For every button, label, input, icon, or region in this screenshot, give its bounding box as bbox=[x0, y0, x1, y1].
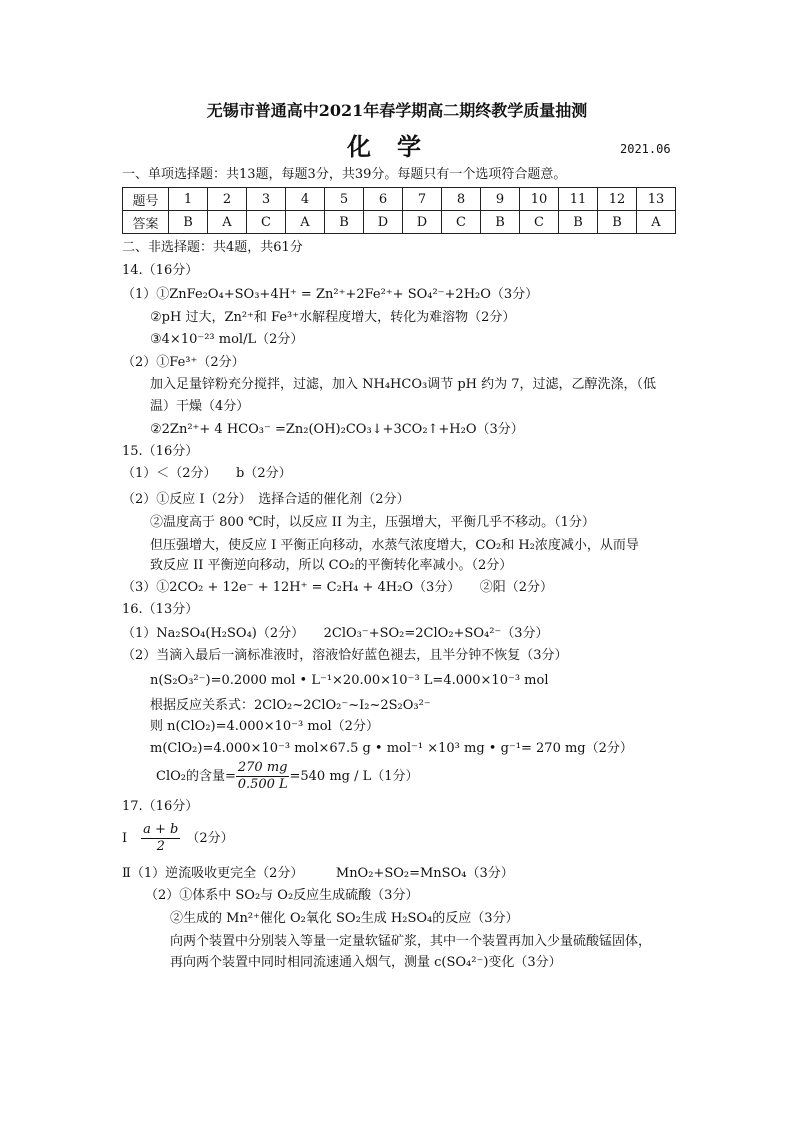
question-number: 13 bbox=[637, 188, 676, 211]
q17-line: Ⅱ（1）逆流吸收更完全（2分） MnO₂+SO₂=MnSO₄（3分） bbox=[122, 866, 514, 881]
answer-cell: C bbox=[247, 211, 286, 234]
part-score: （2分） bbox=[186, 830, 234, 846]
q17-part1 bbox=[122, 822, 234, 855]
exam-title: 无锡市普通高中2021年春学期高二期终教学质量抽测 bbox=[206, 101, 588, 120]
answer-table bbox=[122, 187, 676, 234]
answer-cell: D bbox=[364, 211, 403, 234]
question-number: 7 bbox=[403, 188, 442, 211]
q14-line: ③4×10⁻²³ mol/L（2分） bbox=[150, 332, 304, 347]
fraction bbox=[236, 760, 290, 793]
q15-line: （2）①反应 I（2分） 选择合适的催化剂（2分） bbox=[122, 492, 410, 507]
answer-cell: B bbox=[559, 211, 598, 234]
answer-cell: B bbox=[325, 211, 364, 234]
question-number: 11 bbox=[559, 188, 598, 211]
formula-prefix: ClO₂的含量= bbox=[156, 768, 236, 784]
q16-line: m(ClO₂)=4.000×10⁻³ mol×67.5 g • mol⁻¹ ×10³ mg • g⁻¹= 270 mg（2分） bbox=[150, 741, 633, 756]
q14-line: 温）干燥（4分） bbox=[150, 399, 250, 414]
question-number: 5 bbox=[325, 188, 364, 211]
row-label-number: 题号 bbox=[123, 188, 169, 211]
answer-cell: B bbox=[481, 211, 520, 234]
q15-line: 但压强增大，使反应 I 平衡正向移动，水蒸气浓度增大，CO₂和 H₂浓度减小，从而导 bbox=[150, 538, 639, 553]
question-number: 1 bbox=[169, 188, 208, 211]
answer-cell: D bbox=[403, 211, 442, 234]
answer-table-number-row bbox=[123, 188, 676, 211]
q16-concentration-formula bbox=[156, 760, 419, 793]
q14-line: （1）①ZnFe₂O₄+SO₃+4H⁺ = Zn²⁺+2Fe²⁺+ SO₄²⁻+2H₂O（3分） bbox=[122, 287, 539, 302]
q16-line: （1）Na₂SO₄(H₂SO₄)（2分） 2ClO₃⁻+SO₂=2ClO₂+SO₄²⁻（3分） bbox=[122, 626, 549, 641]
q15-line: （1）＜（2分） b（2分） bbox=[122, 466, 292, 481]
answer-cell: C bbox=[442, 211, 481, 234]
q14-line: ②pH 过大，Zn²⁺和 Fe³⁺水解程度增大，转化为难溶物（2分） bbox=[150, 310, 516, 325]
section2-heading: 二、非选择题：共4题，共61分 bbox=[122, 240, 303, 255]
q15-heading: 15.（16分） bbox=[122, 444, 199, 459]
question-number: 9 bbox=[481, 188, 520, 211]
q14-line: （2）①Fe³⁺（2分） bbox=[122, 355, 245, 370]
q15-line: ②温度高于 800 ℃时，以反应 II 为主，压强增大，平衡几乎不移动。（1分） bbox=[150, 515, 595, 530]
exam-date: 2021.06 bbox=[620, 142, 671, 156]
part-label: I bbox=[122, 830, 128, 846]
answer-cell: B bbox=[598, 211, 637, 234]
q17-line: ②生成的 Mn²⁺催化 O₂氧化 SO₂生成 H₂SO₄的反应（3分） bbox=[170, 911, 519, 926]
q17-line: 再向两个装置中同时相同流速通入烟气，测量 c(SO₄²⁻)变化（3分） bbox=[170, 955, 562, 970]
subject-title: 化学 bbox=[347, 132, 447, 161]
answer-cell: A bbox=[286, 211, 325, 234]
answer-cell: A bbox=[208, 211, 247, 234]
question-number: 6 bbox=[364, 188, 403, 211]
q17-line: 向两个装置中分别装入等量一定量软锰矿浆，其中一个装置再加入少量硫酸锰固体， bbox=[170, 934, 652, 949]
answer-cell: A bbox=[637, 211, 676, 234]
q16-line: 则 n(ClO₂)=4.000×10⁻³ mol（2分） bbox=[150, 719, 379, 734]
formula-suffix: =540 mg / L（1分） bbox=[289, 768, 419, 784]
question-number: 4 bbox=[286, 188, 325, 211]
question-number: 8 bbox=[442, 188, 481, 211]
section1-heading: 一、单项选择题：共13题，每题3分，共39分。每题只有一个选项符合题意。 bbox=[122, 167, 567, 182]
q14-heading: 14.（16分） bbox=[122, 263, 199, 278]
answer-cell: C bbox=[520, 211, 559, 234]
fraction-denominator: 2 bbox=[156, 839, 165, 854]
q14-line: ②2Zn²⁺+ 4 HCO₃⁻ =Zn₂(OH)₂CO₃↓+3CO₂↑+H₂O（3分） bbox=[150, 422, 524, 437]
q16-line: n(S₂O₃²⁻)=0.2000 mol • L⁻¹×20.00×10⁻³ L=4.000×10⁻³ mol bbox=[150, 673, 549, 688]
q17-heading: 17.（16分） bbox=[122, 799, 199, 814]
question-number: 12 bbox=[598, 188, 637, 211]
q16-heading: 16.（13分） bbox=[122, 602, 199, 617]
question-number: 3 bbox=[247, 188, 286, 211]
answer-cell: B bbox=[169, 211, 208, 234]
row-label-answer: 答案 bbox=[123, 211, 169, 234]
fraction-numerator: a + b bbox=[143, 822, 179, 837]
question-number: 2 bbox=[208, 188, 247, 211]
q15-line: （3）①2CO₂ + 12e⁻ + 12H⁺ = C₂H₄ + 4H₂O（3分） ②阳（2分） bbox=[122, 580, 554, 595]
question-number: 10 bbox=[520, 188, 559, 211]
q16-line: （2）当滴入最后一滴标准液时，溶液恰好蓝色褪去，且半分钟不恢复（3分） bbox=[122, 648, 568, 663]
answer-table-answer-row bbox=[123, 211, 676, 234]
q17-line: （2）①体系中 SO₂与 O₂反应生成硫酸（3分） bbox=[145, 888, 419, 903]
q14-line: 加入足量锌粉充分搅拌，过滤，加入 NH₄HCO₃调节 pH 约为 7，过滤，乙醇洗涤，（低 bbox=[150, 377, 657, 392]
fraction-denominator: 0.500 L bbox=[237, 777, 288, 792]
fraction bbox=[141, 822, 180, 855]
q16-line: 根据反应关系式：2ClO₂~2ClO₂⁻~I₂~2S₂O₃²⁻ bbox=[150, 698, 431, 713]
fraction-numerator: 270 mg bbox=[237, 760, 288, 775]
q15-line: 致反应 II 平衡逆向移动，所以 CO₂的平衡转化率减小。（2分） bbox=[150, 558, 513, 573]
